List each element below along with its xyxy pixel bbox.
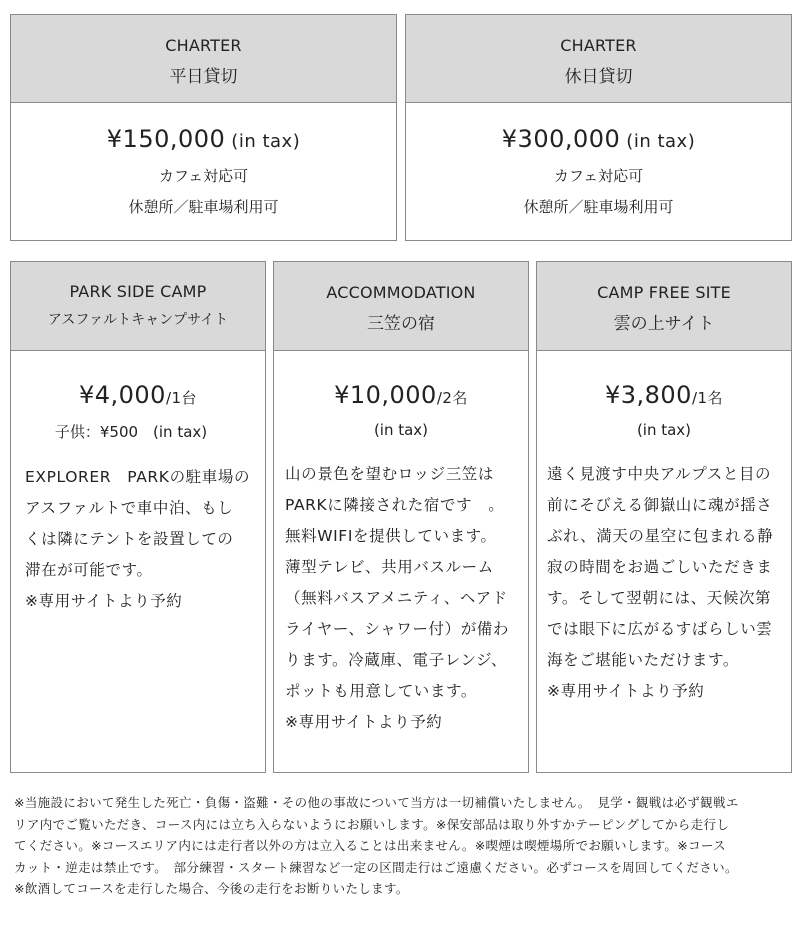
camp-free-site-header <box>537 262 791 351</box>
description <box>547 459 791 707</box>
desc-line: ぶれ、満天の星空に包まれる静 <box>547 527 774 545</box>
charter-weekday-card <box>10 14 397 241</box>
desc-line: PARKに隣接された宿です 。 <box>285 496 505 514</box>
card-title-en: PARK SIDE CAMP <box>69 282 207 301</box>
card-title-en: CHARTER <box>165 36 242 55</box>
note-line: ※当施設において発生した死亡・負傷・盗難・その他の事故について当方は一切補償いたしません。 見学・観戦は必ず観戦エ <box>14 795 739 810</box>
info-line: カフェ対応可 <box>553 167 644 185</box>
card-title-jp: 休日貸切 <box>564 67 633 87</box>
card-title-en: CHARTER <box>560 36 637 55</box>
info-line: 休憩所／駐車場利用可 <box>523 198 674 216</box>
price-amount: ¥3,800 <box>604 381 692 409</box>
desc-line: 滞在が可能です。 <box>25 561 153 579</box>
accommodation-body <box>274 351 528 772</box>
note-line: てください。※コースエリア内には走行者以外の方は立入ることは出来ません。※喫煙は喫煙場所でお願いします。※コース <box>14 838 727 853</box>
desc-line: （無料バスアメニティ、ヘアド <box>285 589 508 607</box>
price-unit: /2名 <box>436 389 468 407</box>
charter-weekday-body <box>11 103 396 240</box>
price-tax-note: (in tax) <box>626 131 696 152</box>
desc-line: 前にそびえる御嶽山に魂が揺さ <box>547 496 773 514</box>
card-title-jp: 三笠の宿 <box>367 314 435 334</box>
desc-line: 海をご堪能いただけます。 <box>547 651 739 669</box>
price-amount: ¥10,000 <box>334 381 437 409</box>
desc-line: ポットも用意しています。 <box>285 682 477 700</box>
card-title-jp: 雲の上サイト <box>613 314 715 334</box>
desc-line: ライヤー、シャワー付）が備わ <box>285 620 510 638</box>
note-line: リア内でご覧いただき、コース内には立ち入らないようにお願いします。※保安部品は取り外すかテーピングしてから走行し <box>14 816 730 832</box>
desc-line: ※専用サイトより予約 <box>547 682 705 700</box>
note-line: カット・逆走は禁止です。 部分練習・スタート練習など一定の区間走行はご遠慮ください。必ずコースを周回してください。 <box>14 859 738 875</box>
park-side-camp-header <box>11 262 265 351</box>
desc-line: EXPLORER PARKの駐車場の <box>25 468 251 486</box>
info-line: カフェ対応可 <box>158 167 249 185</box>
desc-line: 山の景色を望むロッジ三笠は <box>285 465 494 483</box>
desc-line: では眼下に広がるすばらしい雲 <box>547 620 773 638</box>
child-price: 子供：¥500 (in tax) <box>54 423 208 441</box>
note-line: ※飲酒してコースを走行した場合、今後の走行をお断りいたします。 <box>14 881 409 896</box>
desc-line: ります。冷蔵庫、電子レンジ、 <box>285 651 508 669</box>
charter-weekday-header <box>11 15 396 103</box>
card-title-en: CAMP FREE SITE <box>597 283 731 302</box>
charter-holiday-body <box>406 103 791 240</box>
price-tax-note: (in tax) <box>373 421 429 439</box>
info-line: 休憩所／駐車場利用可 <box>128 198 279 216</box>
price-unit: /1台 <box>165 389 198 407</box>
disclaimer-notes <box>14 792 790 900</box>
price <box>11 381 265 409</box>
desc-line: 薄型テレビ、共用バスルーム <box>285 558 494 576</box>
price-unit: /1名 <box>691 389 724 407</box>
card-title-jp: 平日貸切 <box>169 67 238 87</box>
price-tax-note: (in tax) <box>231 131 301 152</box>
price-amount: ¥4,000 <box>78 381 166 409</box>
price <box>11 125 396 153</box>
desc-line: ※専用サイトより予約 <box>285 713 443 731</box>
description <box>25 462 265 617</box>
camp-free-site-card <box>536 261 792 773</box>
desc-line: くは隣にテントを設置しての <box>25 530 234 548</box>
price-tax-note: (in tax) <box>636 421 692 439</box>
charter-holiday-header <box>406 15 791 103</box>
desc-line: 遠く見渡す中央アルプスと目の <box>547 465 772 483</box>
desc-line: ※専用サイトより予約 <box>25 592 183 610</box>
price <box>537 381 791 409</box>
desc-line: アスファルトで車中泊、もし <box>25 499 234 517</box>
desc-line: す。そして翌朝には、天候次第 <box>547 589 772 607</box>
card-title-jp: アスファルトキャンプサイト <box>47 312 229 328</box>
camp-free-site-body <box>537 351 791 772</box>
park-side-camp-card <box>10 261 266 773</box>
price <box>274 381 528 409</box>
accommodation-header <box>274 262 528 351</box>
accommodation-card <box>273 261 529 773</box>
park-side-camp-body <box>11 351 265 772</box>
desc-line: 無料WIFIを提供しています。 <box>285 527 497 545</box>
description <box>285 459 528 738</box>
desc-line: 寂の時間をお過ごしいただきま <box>547 558 773 576</box>
card-title-en: ACCOMMODATION <box>326 283 476 302</box>
price-amount: ¥150,000 <box>106 125 226 153</box>
price <box>406 125 791 153</box>
price-amount: ¥300,000 <box>501 125 621 153</box>
charter-holiday-card <box>405 14 792 241</box>
